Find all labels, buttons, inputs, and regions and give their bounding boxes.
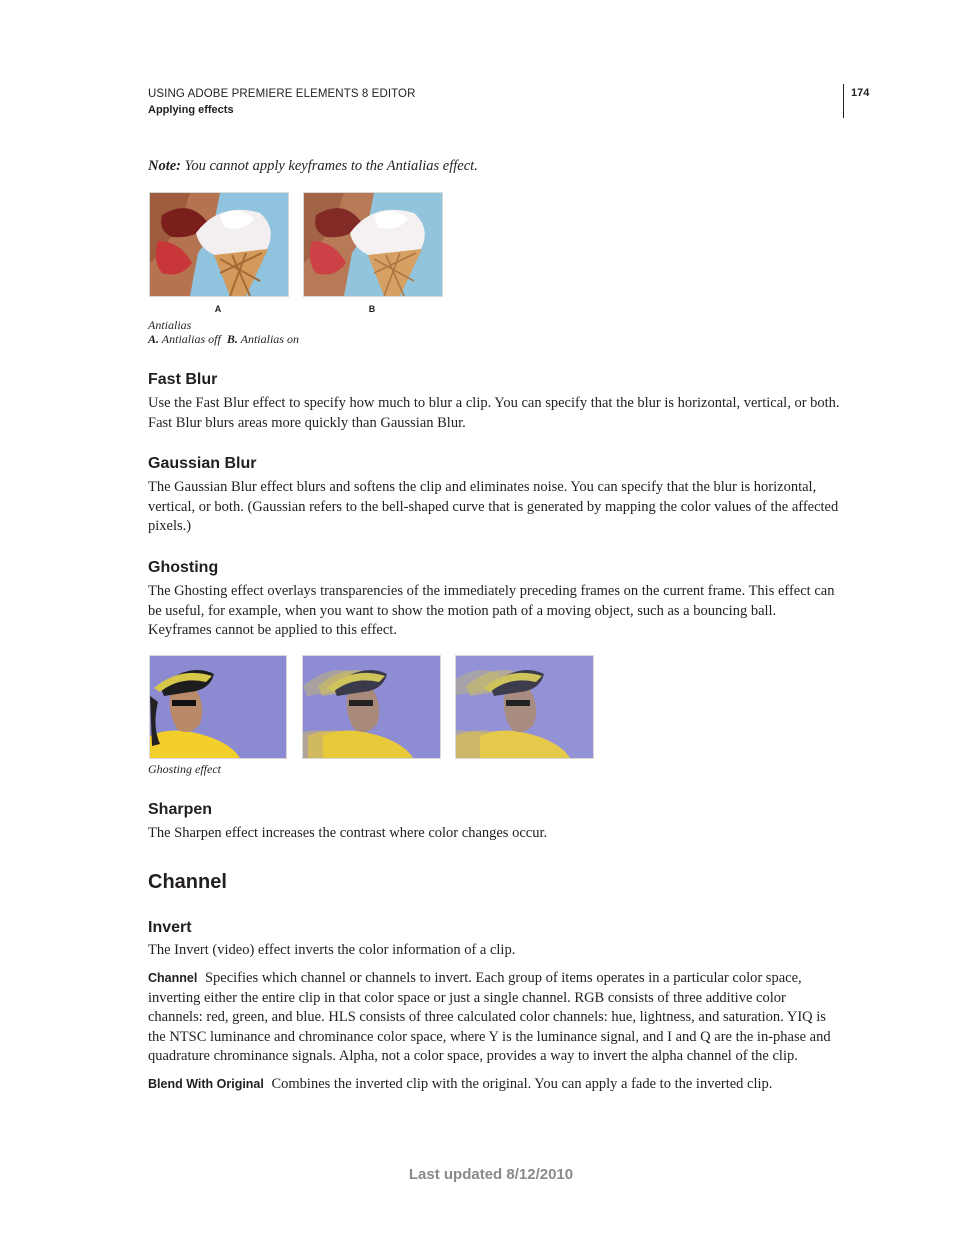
antialias-caption-legend [148,332,299,347]
ghosting-heading: Ghosting [148,559,219,576]
running-header-title: USING ADOBE PREMIERE ELEMENTS 8 EDITOR [148,88,416,100]
channel-heading: Channel [148,871,227,893]
last-updated: Last updated 8/12/2010 [408,1166,574,1183]
caption-b-text: Antialias on [237,332,299,346]
sharpen-heading: Sharpen [148,801,213,818]
antialias-on-image [303,192,443,297]
gaussian-blur-heading: Gaussian Blur [148,455,257,472]
invert-body: The Invert (video) effect inverts the color information of a clip. [148,942,516,958]
page-number: 174 [851,87,870,99]
footer [0,1166,954,1183]
antialias-off-image [149,192,289,297]
blend-option [148,1075,840,1095]
gaussian-blur-body: The Gaussian Blur effect blurs and softens the clip and eliminates noise. You can specify that the blur is horizontal, vertical, or both. (Gaussian refers to the bell-shaped curve that is generated by mapping the color values of the affected pixels.) [148,479,839,534]
antialias-caption-title: Antialias [148,318,192,332]
caption-a-text: Antialias off [159,332,221,346]
channel-option-term: Channel [148,971,198,985]
invert-heading: Invert [148,919,192,936]
note-label: Note: [148,158,182,174]
ghosting-frame-three [455,655,594,759]
ghosting-body: The Ghosting effect overlays transparencies of the immediately preceding frames on the current frame. This effect can be useful, for example, when you want to show the motion path of a moving object, such as a bouncing ball. Keyframes cannot be applied to this effect. [148,583,835,638]
ghosting-frame-original [149,655,287,759]
channel-option-text: Specifies which channel or channels to invert. Each group of items operates in a particular color space, inverting either the entire clip in that color space or just a single channel. RGB consists of three additive color channels: red, green, and blue. HLS consists of three calculated color channels: hue, lightness, and saturation. YIQ is the NTSC luminance and chrominance color space, where Y is the luminance signal, and I and Q are the in-phase and quadrature chrominance signals. Alpha, not a color space, provides a way to invert the alpha channel of the clip. [148,970,831,1064]
running-header-section: Applying effects [148,104,234,116]
sharpen-body: The Sharpen effect increases the contrast where color changes occur. [148,825,548,841]
blend-option-term: Blend With Original [148,1077,264,1091]
fast-blur-body: Use the Fast Blur effect to specify how much to blur a clip. You can specify that the blur is horizontal, vertical, or both. Fast Blur blurs areas more quickly than Gaussian Blur. [148,395,840,431]
header-divider [843,84,844,118]
fast-blur-heading: Fast Blur [148,371,218,388]
blend-option-text: Combines the inverted clip with the original. You can apply a fade to the inverted clip. [271,1076,773,1092]
caption-a-label: A. [148,332,160,346]
caption-b-label: B. [226,332,238,346]
channel-option [148,969,840,1067]
ghosting-caption: Ghosting effect [148,762,221,776]
ghosting-frame-two [302,655,441,759]
figure-label-a: A [214,304,222,314]
figure-label-b: B [368,304,376,314]
note [148,158,478,175]
note-text: You cannot apply keyframes to the Antialias effect. [181,158,478,174]
